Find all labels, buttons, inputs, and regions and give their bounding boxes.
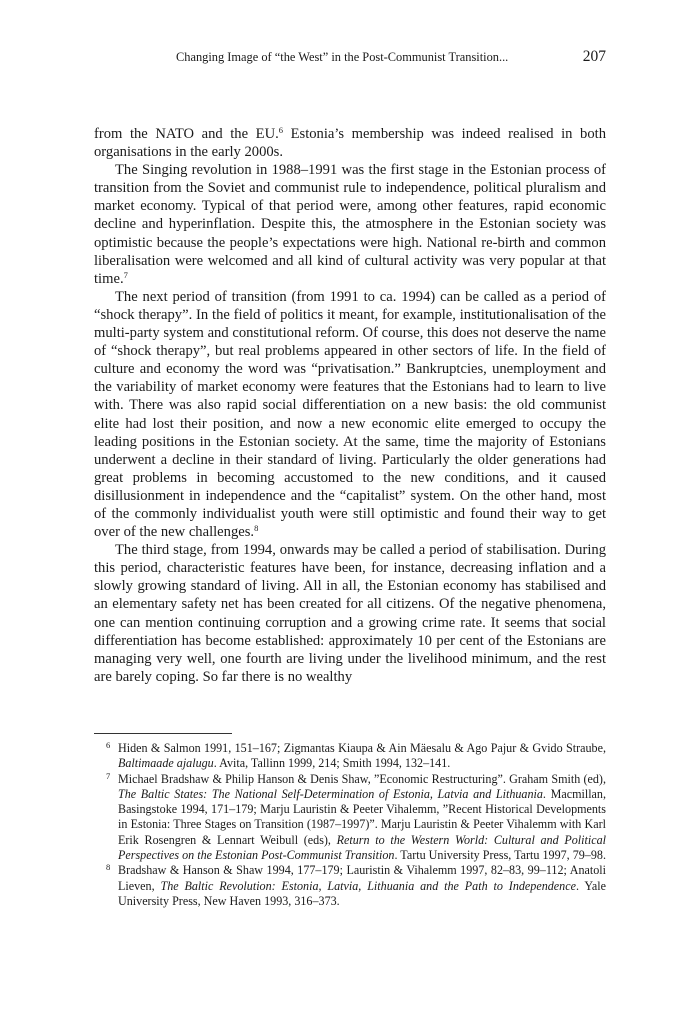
paragraph-text: The third stage, from 1994, onwards may be called a period of stabilisation. During this period, characteristic features have been, for instance, decreasing inflation and a slowly growing standard of living. All in all, the Estonian economy has stabilised and an elementary safety net has been created for all citizens. Of the negative phenomena, one can mention continuing corruption and a growing crime rate. It seems that social differentiation has become established: approximately 10 per cent of the Estonians are managing very well, one fourth are living under the livelihood minimum, and the rest are barely coping. So far there is no wealthy	[94, 542, 606, 685]
footnote-7	[94, 772, 606, 864]
paragraph-2	[94, 161, 606, 288]
footnotes	[94, 741, 606, 909]
footnote-title: Return to the Western World: Cultural and Political Perspectives on the Estonian Post-Communist Transition	[118, 832, 606, 863]
footnote-title: Baltimaade ajalugu	[118, 756, 214, 771]
paragraph-text: Estonia’s membership was indeed realised in both organisations in the early 2000s.	[94, 126, 607, 161]
paragraph-3	[94, 288, 606, 541]
paragraph-text: The Singing revolution in 1988–1991 was the first stage in the Estonian process of transition from the Soviet and communist rule to independence, political pluralism and market economy. Typical of that period were, among other features, rapid economic decline and hyperinflation. Despite this, the atmosphere in the Estonian society was optimistic because the people’s expectations were high. National re-birth and common liberalisation were welcomed and all kind of cultural activity was very popular at that time.	[94, 162, 606, 287]
page-header	[0, 48, 700, 68]
footnote-text: . Tartu University Press, Tartu 1997, 79–98.	[394, 848, 606, 863]
footnote-text: Hiden & Salmon 1991, 151–167; Zigmantas Kiaupa & Ain Mäesalu & Ago Pajur & Gvido Straube,	[118, 741, 606, 755]
paragraph-1	[94, 125, 606, 161]
footnote-title: The Baltic States: The National Self-Determination of Estonia, Latvia and Lithuania	[118, 786, 543, 801]
paragraph-text: from the NATO and the EU.	[94, 126, 279, 142]
footnote-text: Bradshaw & Hanson & Shaw 1994, 177–179; Lauristin & Vihalemm 1997, 82–83, 99–112; Anatoli Lieven,	[118, 863, 606, 893]
page-number: 207	[582, 48, 606, 65]
footnote-mark: 6	[106, 740, 111, 750]
body-text	[94, 125, 606, 686]
footnote-reference[interactable]: 7	[123, 269, 128, 280]
footnote-reference[interactable]: 8	[254, 523, 259, 534]
running-title: Changing Image of “the West” in the Post-Communist Transition...	[176, 50, 509, 64]
footnote-divider	[94, 733, 232, 734]
footnote-text: . Macmillan, Basingstoke 1994, 171–179; Marju Lauristin & Peeter Vihalemm, ”Recent Historical Developments in Estonia: Three Stages on Transition (1987–1997)”. Marju Lauristin & Peeter Vihalemm with Karl Erik Rosengren & Lennart Weibull (eds),	[118, 786, 606, 847]
footnote-text: . Yale University Press, New Haven 1993, 316–373.	[118, 878, 607, 908]
footnote-6	[94, 741, 606, 772]
paragraph-text: The next period of transition (from 1991 to ca. 1994) can be called as a period of “shock therapy”. In the field of politics it meant, for example, institutionalisation of the multi-party system and constitutional reform. Of course, this does not deserve the name of “shock therapy”, but real problems appeared in other sectors of life. In the field of culture and economy the word was “privatisation.” Bankruptcies, unemployment and the variability of market economy were features that the Estonians had to learn to live with. There was also rapid social differentiation on a new basis: the old communist elite had lost their position, and now a new economic elite emerged to occupy the leading positions in the Estonian society. At the same, time the majority of Estonians underwent a decline in their standard of living. Particularly the older generations had great problems in becoming accustomed to the new conditions, and it caused disillusionment in independence and the “capitalist” system. On the other hand, most of the commonly individualist youth were still optimistic and found their way to get over of the new challenges.	[94, 288, 606, 541]
footnote-title: The Baltic Revolution: Estonia, Latvia, Lithuania and the Path to Independence	[160, 878, 576, 893]
footnote-8	[94, 863, 606, 909]
footnote-mark: 8	[106, 862, 111, 873]
footnote-mark: 7	[106, 770, 111, 781]
paragraph-4	[94, 541, 606, 686]
footnote-reference[interactable]: 6	[278, 125, 284, 135]
footnote-text: . Avita, Tallinn 1999, 214; Smith 1994, 132–141.	[213, 756, 451, 771]
footnote-text: Michael Bradshaw & Philip Hanson & Denis Shaw, ”Economic Restructuring”. Graham Smith (ed),	[118, 771, 606, 786]
